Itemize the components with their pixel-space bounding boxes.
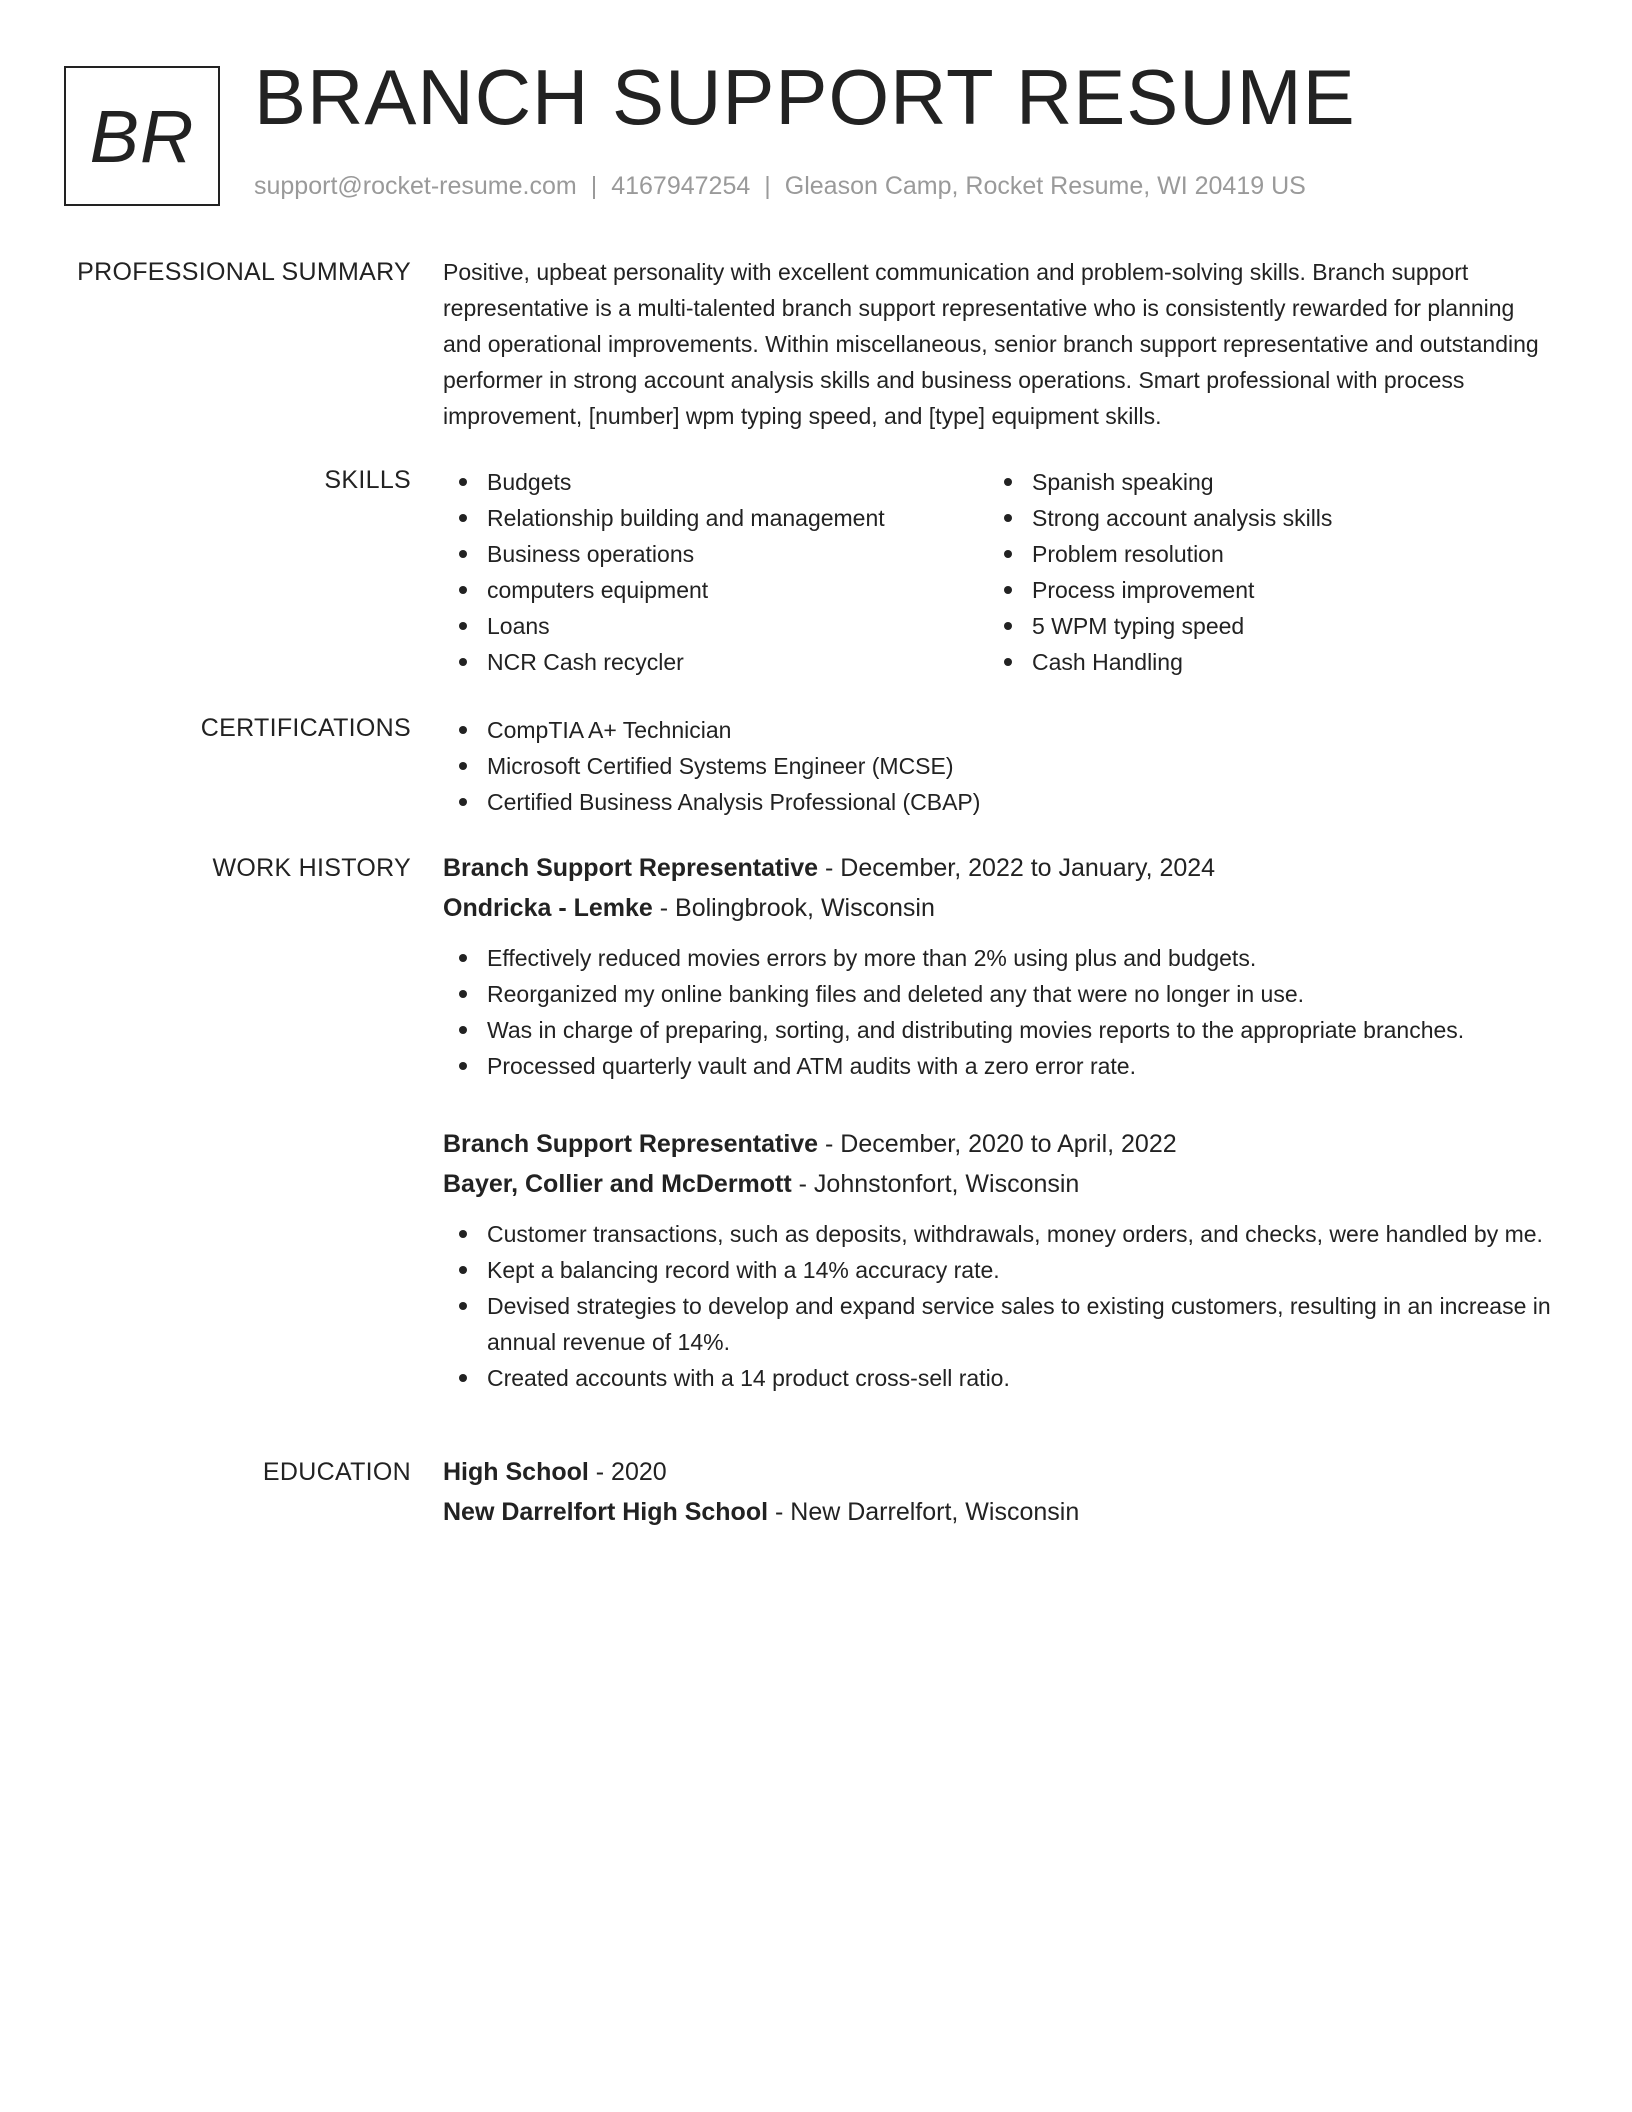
job-bullet: Effectively reduced movies errors by more than 2% using plus and budgets. bbox=[443, 940, 1553, 976]
certification-item: CompTIA A+ Technician bbox=[443, 712, 1553, 748]
certification-item: Certified Business Analysis Professional (CBAP) bbox=[443, 784, 1553, 820]
section-label-summary: PROFESSIONAL SUMMARY bbox=[77, 258, 411, 286]
job-title-line bbox=[443, 848, 1553, 888]
section-label-certifications: CERTIFICATIONS bbox=[200, 714, 411, 742]
education-school: New Darrelfort High School bbox=[443, 1498, 769, 1526]
skills-list-right bbox=[988, 464, 1533, 680]
skill-item: Spanish speaking bbox=[988, 464, 1533, 500]
skill-item: Cash Handling bbox=[988, 644, 1533, 680]
skill-item: Business operations bbox=[443, 536, 988, 572]
job-bullet: Processed quarterly vault and ATM audits with a zero error rate. bbox=[443, 1048, 1553, 1084]
education-degree-line bbox=[443, 1452, 1553, 1492]
skill-item: Budgets bbox=[443, 464, 988, 500]
section-label-work-history: WORK HISTORY bbox=[212, 854, 411, 882]
summary-text: Positive, upbeat personality with excellent communication and problem-solving skills. Branch support representative is a multi-talented branch support representative who is consistently rewarded for planning and operational improvements. Within miscellaneous, senior branch support representative and outstanding performer in strong account analysis skills and business operations. Smart professional with process improvement, [number] wpm typing speed, and [type] equipment skills. bbox=[443, 259, 1539, 429]
skill-item: Strong account analysis skills bbox=[988, 500, 1533, 536]
job-company: Bayer, Collier and McDermott bbox=[443, 1170, 792, 1198]
contact-separator: | bbox=[590, 172, 598, 200]
job-company: Ondricka - Lemke bbox=[443, 894, 653, 922]
job-company-line bbox=[443, 1164, 1553, 1204]
job-bullet: Reorganized my online banking files and deleted any that were no longer in use. bbox=[443, 976, 1553, 1012]
skill-item: Process improvement bbox=[988, 572, 1533, 608]
section-label-education: EDUCATION bbox=[262, 1458, 411, 1486]
job-bullet: Kept a balancing record with a 14% accuracy rate. bbox=[443, 1252, 1553, 1288]
summary-body bbox=[443, 258, 1553, 438]
work-history-body bbox=[443, 848, 1553, 1396]
skill-item: Problem resolution bbox=[988, 536, 1533, 572]
job-dates: - December, 2020 to April, 2022 bbox=[818, 1130, 1177, 1158]
job-bullet: Was in charge of preparing, sorting, and distributing movies reports to the appropriate branches. bbox=[443, 1012, 1553, 1048]
contact-address: Gleason Camp, Rocket Resume, WI 20419 US bbox=[784, 172, 1306, 200]
skill-item: Loans bbox=[443, 608, 988, 644]
skill-item: Relationship building and management bbox=[443, 500, 988, 536]
skill-item: 5 WPM typing speed bbox=[988, 608, 1533, 644]
job-title: Branch Support Representative bbox=[443, 854, 819, 882]
certifications-list bbox=[443, 712, 1553, 820]
job-title-line bbox=[443, 1124, 1553, 1164]
monogram-logo: BR bbox=[64, 66, 220, 206]
skill-item: computers equipment bbox=[443, 572, 988, 608]
job-bullet: Customer transactions, such as deposits, withdrawals, money orders, and checks, were handled by me. bbox=[443, 1216, 1553, 1252]
skills-body bbox=[443, 464, 1553, 680]
education-year: - 2020 bbox=[588, 1458, 667, 1486]
resume-title: BRANCH SUPPORT RESUME bbox=[254, 53, 1356, 141]
job-location: - Bolingbrook, Wisconsin bbox=[652, 894, 935, 922]
contact-separator: | bbox=[764, 172, 771, 200]
skill-item: NCR Cash recycler bbox=[443, 644, 988, 680]
skills-list-left bbox=[443, 464, 988, 680]
job-bullets bbox=[443, 940, 1553, 1084]
education-school-line bbox=[443, 1492, 1553, 1532]
job-company-line bbox=[443, 888, 1553, 928]
job-bullets bbox=[443, 1216, 1553, 1396]
job-entry bbox=[443, 848, 1553, 1084]
job-dates: - December, 2022 to January, 2024 bbox=[818, 854, 1216, 882]
job-bullet: Devised strategies to develop and expand service sales to existing customers, resulting in an increase in annual revenue of 14%. bbox=[443, 1288, 1553, 1360]
certification-item: Microsoft Certified Systems Engineer (MCSE) bbox=[443, 748, 1553, 784]
education-degree: High School bbox=[443, 1458, 589, 1486]
education-body bbox=[443, 1452, 1553, 1544]
contact-phone: 4167947254 bbox=[611, 172, 751, 200]
contact-email: support@rocket-resume.com bbox=[254, 172, 577, 200]
contact-line bbox=[254, 172, 1306, 201]
job-location: - Johnstonfort, Wisconsin bbox=[791, 1170, 1080, 1198]
section-label-skills: SKILLS bbox=[324, 466, 411, 494]
job-title: Branch Support Representative bbox=[443, 1130, 819, 1158]
certifications-body bbox=[443, 712, 1553, 820]
job-entry bbox=[443, 1124, 1553, 1396]
education-location: - New Darrelfort, Wisconsin bbox=[768, 1498, 1080, 1526]
job-bullet: Created accounts with a 14 product cross-sell ratio. bbox=[443, 1360, 1553, 1396]
